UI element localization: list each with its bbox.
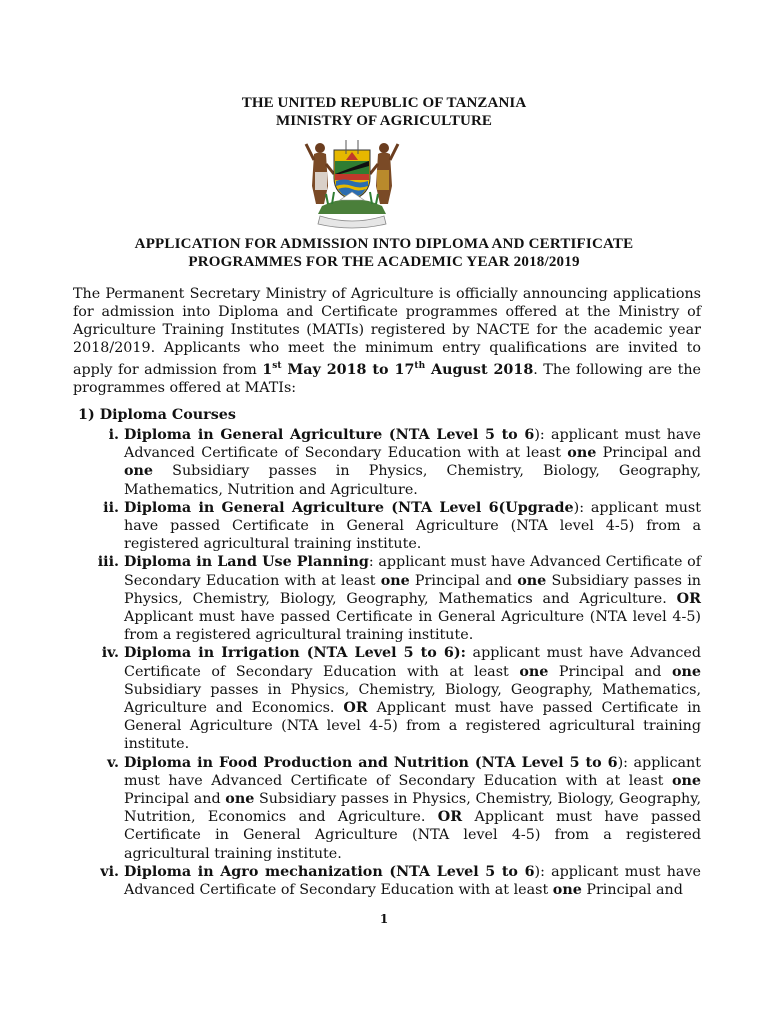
programme-title: Diploma in General Agriculture (NTA Level 6(Upgrade: [124, 499, 574, 516]
list-item: v. Diploma in Food Production and Nutrition (NTA Level 5 to 6): applicant must have Advanced Certificate of Secondary Education with at least one Principal and one Subsidiary passes in Physics, Chemistry, Biology, Geography, Nutrition, Economics and Agriculture. OR Applicant must have passed Certificate in General Agriculture (NTA level 4-5) from a registered agricultural training institute.: [107, 754, 701, 862]
programme-title: Diploma in Irrigation (NTA Level 5 to 6):: [124, 645, 466, 662]
item-number: ii.: [103, 499, 119, 516]
tanzania-coat-of-arms-icon: [302, 134, 402, 230]
list-item: i. Diploma in General Agriculture (NTA Level 5 to 6): applicant must have Advanced Certificate of Secondary Education with at least one Principal and one Subsidiary passes in Physics, Chemistry, Biology, Geography, Mathematics, Nutrition and Agriculture.: [108, 427, 701, 498]
programme-list: [0, 426, 768, 899]
item-number: iv.: [101, 645, 119, 662]
date-to: to 17th August 2018: [366, 361, 534, 379]
item-number: v.: [107, 754, 119, 771]
programme-title: Diploma in Land Use Planning: [124, 554, 369, 571]
header-country: THE UNITED REPUBLIC OF TANZANIA: [241, 95, 527, 111]
item-number: vi.: [100, 863, 119, 880]
intro-closing: . The following are the programmes offered at MATIs:: [73, 362, 701, 397]
list-item: vi. Diploma in Agro mechanization (NTA Level 5 to 6): applicant must have Advanced Certificate of Secondary Education with at least one Principal and: [100, 863, 701, 899]
header-ministry: MINISTRY OF AGRICULTURE: [276, 113, 492, 129]
list-item: ii. Diploma in General Agriculture (NTA Level 6(Upgrade): applicant must have passed Certificate in General Agriculture (NTA level 4-5) from a registered agricultural training institute.: [103, 499, 701, 553]
programme-title: Diploma in Agro mechanization (NTA Level 5 to 6: [124, 863, 535, 880]
item-number: iii.: [97, 554, 119, 571]
list-item: iii. Diploma in Land Use Planning: applicant must have Advanced Certificate of Secondary Education with at least one Principal and one Subsidiary passes in Physics, Chemistry, Biology, Geography, Mathematics and Agriculture. OR Applicant must have passed Certificate in General Agriculture (NTA level 4-5) from a registered agricultural training institute.: [97, 554, 701, 644]
intro-paragraph: [73, 285, 701, 397]
item-number: i.: [108, 427, 119, 443]
document-title-line-2: PROGRAMMES FOR THE ACADEMIC YEAR 2018/2019: [188, 254, 580, 270]
section-heading-diploma-courses: 1) Diploma Courses: [78, 407, 236, 423]
document-title-line-1: APPLICATION FOR ADMISSION INTO DIPLOMA AND CERTIFICATE: [134, 236, 634, 252]
list-item: iv. Diploma in Irrigation (NTA Level 5 to 6): applicant must have Advanced Certificate of Secondary Education with at least one Principal and one Subsidiary passes in Physics, Chemistry, Biology, Geography, Mathematics, Agriculture and Economics. OR Applicant must have passed Certificate in General Agriculture (NTA level 4-5) from a registered agricultural training institute.: [101, 645, 701, 753]
programme-title: Diploma in General Agriculture (NTA Level 5 to 6: [124, 427, 535, 443]
page-number: 1: [379, 912, 389, 926]
intro-text: The Permanent Secretary Ministry of Agriculture is officially announcing applications for admission into Diploma and Certificate programmes offered at the Ministry of Agriculture Training Institutes (MATIs) registered by NACTE for the academic year 2018/2019. Applicants who meet the minimum entry qualifications are invited to apply for admission from: [73, 286, 701, 379]
date-from: 1st May 2018: [262, 361, 367, 379]
programme-title: Diploma in Food Production and Nutrition (NTA Level 5 to 6: [124, 754, 618, 771]
